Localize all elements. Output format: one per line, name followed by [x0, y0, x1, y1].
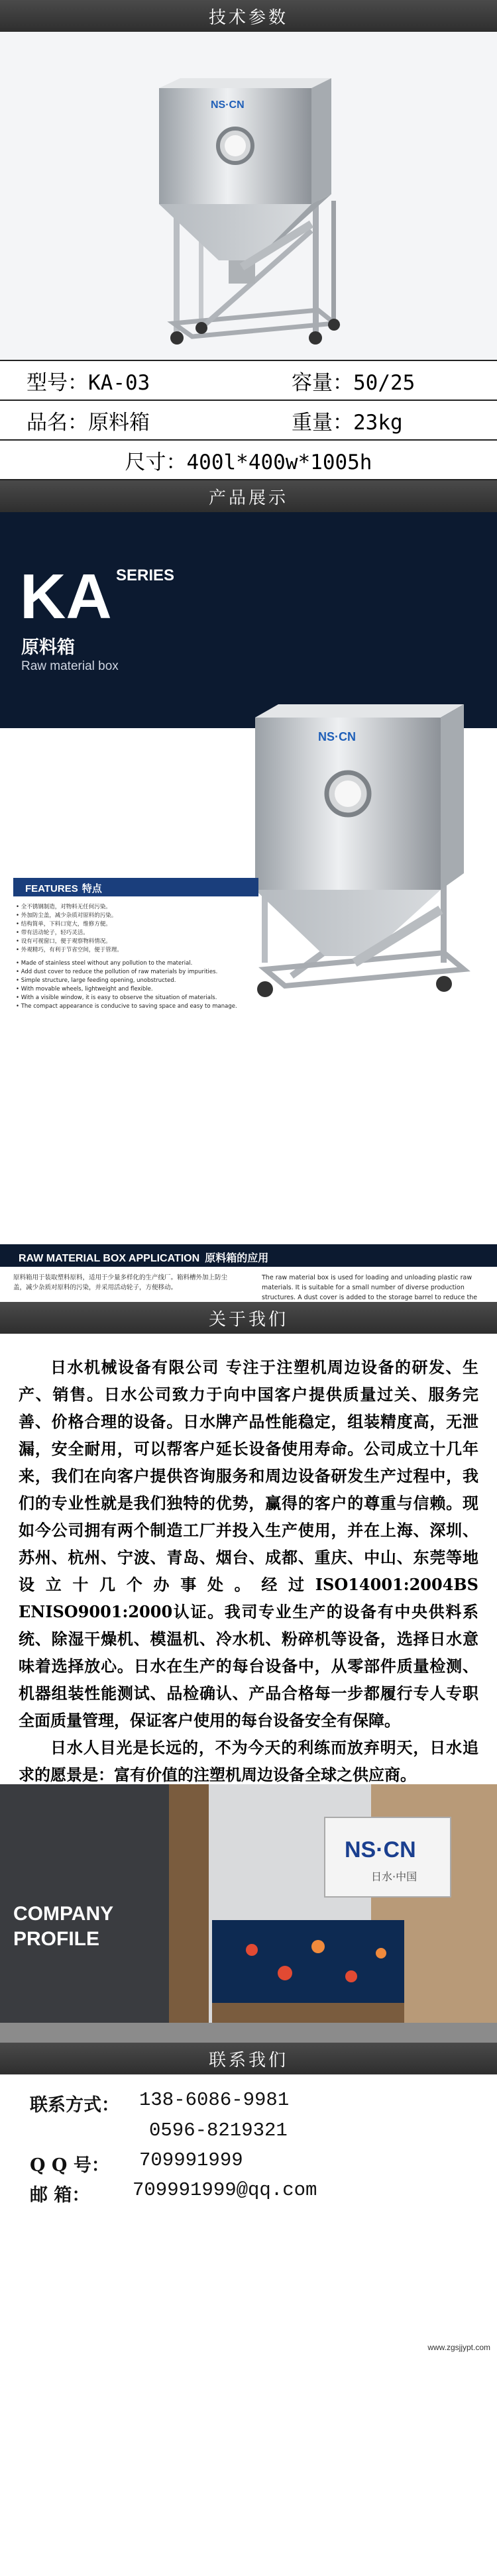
product-name-cn: 原料箱: [21, 637, 75, 658]
feature-item: • 结构简单，下料口宽大，维修方便。: [16, 921, 111, 928]
frame-leg: [313, 197, 319, 333]
spec-capacity: 容量：50/25: [292, 370, 415, 395]
qq-label: Q Q 号：: [30, 2155, 109, 2176]
feature-item: • With a visible window, it is easy to observe the situation of materials.: [16, 994, 217, 1001]
phone-label: 联系方式：: [30, 2095, 119, 2116]
feature-item: • 带有活动轮子，轻巧灵活。: [16, 930, 89, 936]
features-title: FEATURES: [25, 883, 78, 894]
product-name-en: Raw material box: [21, 659, 119, 673]
section-title-contact: [0, 2043, 497, 2074]
product-catalog: [0, 512, 497, 1302]
feature-item: • 外观精巧，有利于节省空间，便于管理。: [16, 947, 123, 953]
application-desc-cn: 原料箱用于装取塑料原料，适用于少量多样化的生产线厂。箱料槽外加上防尘盖，减少杂质对原料的污染，并采用活动轮子，方便移动。: [13, 1274, 228, 1291]
about-section: [0, 1334, 497, 1784]
feature-item: • Add dust cover to reduce the pollution of raw materials by impurities.: [16, 969, 218, 975]
wheel: [170, 331, 184, 345]
brand-label: NS·CN: [211, 99, 245, 111]
features-title-cn: 特点: [82, 883, 102, 894]
phone-landline[interactable]: 0596-8219321: [149, 2120, 288, 2141]
contact-section: [0, 2074, 497, 2363]
feature-item: • 设有可视窗口，便于观察物料情况。: [16, 938, 111, 945]
company-profile-image: [0, 1784, 497, 2043]
section-title-text: 产品展示: [208, 488, 288, 508]
profile-title-line2: PROFILE: [13, 1928, 100, 1950]
features-title-bar: [13, 878, 258, 896]
spec-row: [0, 361, 497, 401]
spec-row: [0, 441, 497, 480]
section-title-specs: [0, 0, 497, 32]
application-title: RAW MATERIAL BOX APPLICATION: [19, 1253, 200, 1264]
feature-item: • The compact appearance is conducive to saving space and easy to manage.: [16, 1003, 237, 1010]
profile-title-line1: COMPANY: [13, 1903, 114, 1925]
feature-item: • 全不锈钢制造，对物料无任何污染。: [16, 904, 111, 910]
spec-name: 品名：原料箱: [27, 410, 150, 435]
phone-mobile[interactable]: 138-6086-9981: [139, 2089, 290, 2111]
sign-sub-text: 日水·中国: [371, 1870, 417, 1883]
watermark-url: www.zgsjjypt.com: [427, 2343, 490, 2352]
about-paragraph: 日水机械设备有限公司 专注于注塑机周边设备的研发、生产、销售。日水公司致力于向中国客户提供质量过关、服务完善、价格合理的设备。日水牌产品性能稳定，组装精度高，无泄漏，安全耐用，可以帮客户延长设备使用寿命。公司成立十几年来，我们在向客户提供咨询服务和周边设备研发生产过程中，我们的专业性就是我们独特的优势，赢得的客户的尊重与信赖。现如今公司拥有两个制造工厂并投入生产使用，并在上海、深圳、苏州、杭州、宁波、青岛、烟台、成都、重庆、中山、东莞等地设立十几个办事处。经过ISO14001:2004BS ENISO9001:2000认证。我司专业生产的设备有中央供料系统、除湿干燥机、模温机、冷水机、粉碎机等设备，选择日水意味着选择放心。日水在生产的每台设备中，从零部件质量检测、机器组装性能测试、品检确认、产品合格每一步都履行专人专职全面质量管理，保证客户使用的每台设备安全有保障。: [19, 1358, 478, 1730]
section-title-products: [0, 480, 497, 512]
feature-item: • 外加防尘盖，减少杂质对原料的污染。: [16, 912, 117, 919]
spec-size: 尺寸：400l*400w*1005h: [125, 450, 372, 474]
spec-table: [0, 360, 497, 480]
feature-item: • Made of stainless steel without any pollution to the material.: [16, 960, 193, 967]
machine-brand-label: NS·CN: [318, 730, 356, 743]
raw-material-box-photo: [0, 32, 497, 360]
spec-model: 型号：KA-03: [27, 370, 150, 395]
section-title-text: 技术参数: [208, 7, 288, 28]
box-lid: [159, 78, 331, 88]
series-code: KA: [20, 561, 112, 632]
catalog-machine-photo: [0, 512, 497, 1241]
series-word: SERIES: [116, 566, 175, 584]
about-paragraph: 日水人目光是长远的，不为今天的利练而放弃明天，日水追求的愿景是：富有价值的注塑机周边设备全球之供应商。: [19, 1738, 478, 1784]
section-title-about: [0, 1302, 497, 1334]
spec-row: [0, 401, 497, 441]
feature-item: • Simple structure, large feeding opening, unobstructed.: [16, 977, 176, 984]
wheel: [309, 331, 322, 345]
email-address[interactable]: 709991999@qq.com: [133, 2179, 317, 2201]
application-desc-en: The raw material box is used for loading and unloading plastic raw materials. It is suitable for a small number of diverse production structures. A dust cover is added to the storage barrel to reduce the: [262, 1274, 478, 1301]
product-hero-image: [0, 32, 497, 360]
section-title-text: 联系我们: [208, 2050, 288, 2070]
email-label: 邮 箱：: [30, 2185, 90, 2206]
section-title-text: 关于我们: [208, 1309, 288, 1330]
feature-item: • With movable wheels, lightweight and flexible.: [16, 986, 153, 993]
application-title-cn: 原料箱的应用: [205, 1253, 269, 1264]
application-title-bar: [0, 1244, 497, 1267]
aquarium: [212, 1920, 404, 2003]
qq-number[interactable]: 709991999: [139, 2149, 243, 2171]
sign-brand-text: NS·CN: [345, 1837, 416, 1862]
office-photo: [0, 1784, 497, 2043]
spec-weight: 重量：23kg: [292, 410, 403, 435]
